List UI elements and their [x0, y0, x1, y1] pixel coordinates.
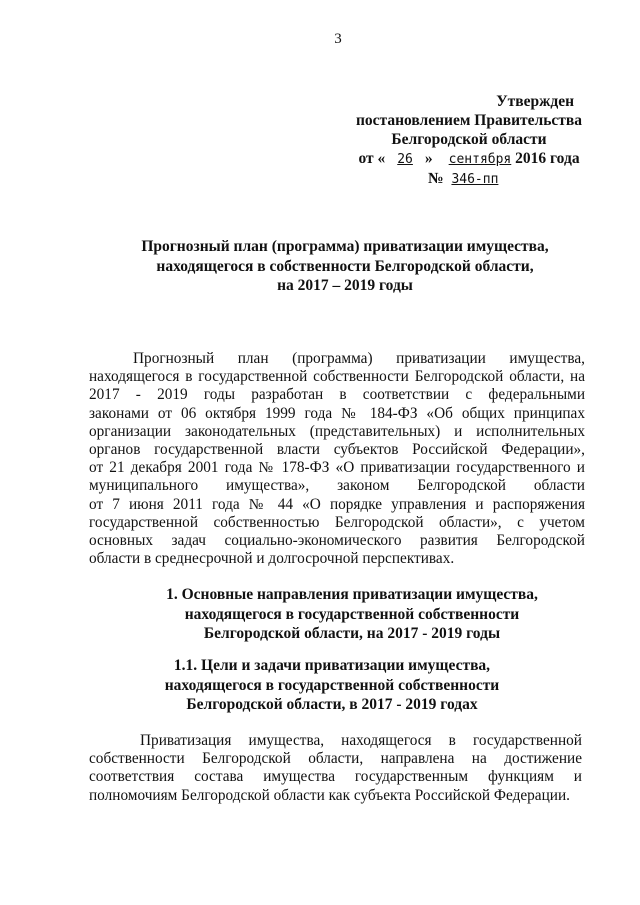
section-1-heading [112, 585, 592, 644]
paragraph-line: соответствия состава имущества государственным функциям и [89, 768, 582, 786]
section-heading-line: 1.1. Цели и задачи приватизации имущества, [173, 657, 491, 674]
paragraph-line: муниципального имущества», законом Белгородской области [89, 477, 585, 495]
section-heading-line: Белгородской области, на 2017 - 2019 годы [203, 625, 501, 642]
approval-heading: Утвержден [496, 93, 574, 110]
approval-date-line [330, 149, 608, 169]
approval-number-line [330, 169, 608, 189]
body-paragraph [89, 732, 582, 805]
approval-date-mid: » [424, 150, 433, 167]
paragraph-line: основных задач социально-экономического развития Белгородской [89, 532, 585, 550]
intro-paragraph [89, 350, 585, 568]
paragraph-line: законами от 06 октября 1999 года № 184-ФЗ «Об общих принципах [89, 404, 585, 422]
section-heading-line: находящегося в государственной собственности [164, 676, 500, 694]
approval-resolution: постановлением Правительства [355, 112, 583, 129]
approval-block [330, 92, 608, 189]
approval-date-prefix: от « [358, 150, 386, 167]
title-line: Прогнозный план (программа) приватизации имущества, [141, 238, 549, 255]
section-heading-line: Белгородской области, в 2017 - 2019 годах [186, 696, 478, 713]
paragraph-line: Приватизация имущества, находящегося в государственной [140, 732, 582, 749]
approval-number: 346-пп [451, 172, 499, 187]
approval-day: 26 [397, 152, 413, 167]
section-1-1-heading [92, 656, 572, 715]
approval-number-prefix: № [428, 170, 444, 187]
paragraph-line: от 21 декабря 2001 года № 178-ФЗ «О приватизации государственного и [89, 459, 585, 477]
approval-month: сентября [448, 152, 512, 167]
paragraph-line: области в среднесрочной и долгосрочной перспективах. [89, 550, 455, 568]
paragraph-line: 2017 - 2019 годы разработан в соответствии с федеральными [89, 386, 585, 404]
paragraph-line: организации законодательных (представительных) и исполнительных [89, 422, 585, 440]
page-number: 3 [334, 31, 342, 47]
paragraph-line: полномочиям Белгородской области как субъекта Российской Федерации. [89, 786, 570, 804]
paragraph-line: органов государственной власти субъектов Российской Федерации», [89, 441, 585, 459]
section-heading-line: находящегося в государственной собственности [184, 605, 520, 623]
document-title [110, 237, 580, 296]
paragraph-line: находящегося в государственной собственности Белгородской области, на [89, 368, 585, 386]
section-heading-line: 1. Основные направления приватизации имущества, [166, 586, 538, 603]
paragraph-line: от 7 июня 2011 года № 44 «О порядке управления и распоряжения [89, 495, 585, 513]
paragraph-line: Прогнозный план (программа) приватизации имущества, [133, 350, 585, 367]
paragraph-line: государственной собственностью Белгородской области», с учетом [89, 513, 585, 531]
paragraph-line: собственности Белгородской области, направлена на достижение [89, 750, 582, 768]
title-line: на 2017 – 2019 годы [277, 277, 413, 294]
title-line: находящегося в собственности Белгородской области, [156, 257, 534, 275]
approval-region: Белгородской области [391, 131, 547, 148]
approval-year: 2016 года [515, 150, 580, 167]
